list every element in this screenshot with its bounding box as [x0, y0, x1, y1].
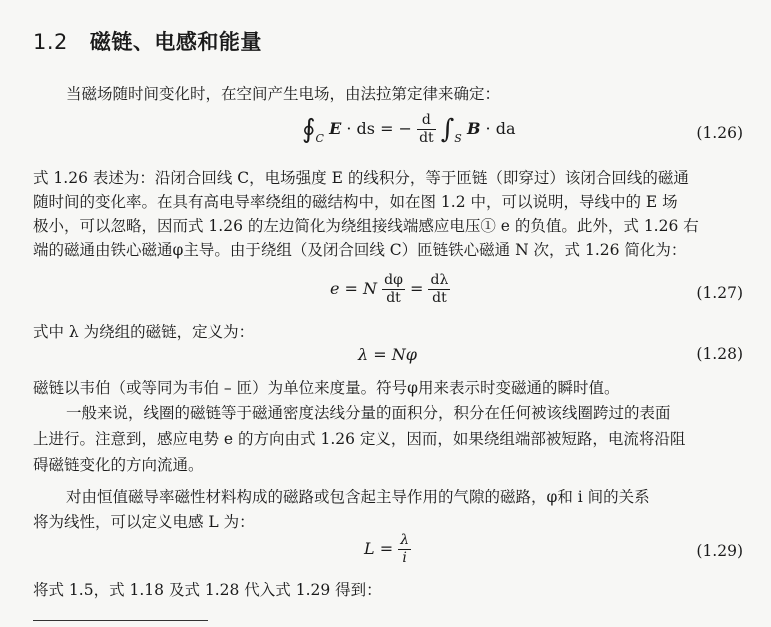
field-b: B	[466, 119, 481, 138]
equation-number-1-29: (1.29)	[696, 542, 743, 560]
fraction-numerator: λ	[400, 532, 410, 548]
paragraph-6-line-2: 将为线性，可以定义电感 L 为：	[33, 513, 255, 531]
eq126-lhs-rest: · ds = −	[341, 119, 412, 138]
equation-1-29	[364, 532, 411, 567]
fraction-denominator: dt	[382, 289, 405, 307]
section-title: 磁链、电感和能量	[89, 30, 262, 54]
fraction-denominator: i	[398, 549, 411, 567]
fraction-numerator: dφ	[384, 272, 403, 288]
contour-integral-symbol: ∮	[302, 114, 316, 145]
fraction-denominator: dt	[428, 289, 450, 307]
paragraph-2-line-3: 极小，可以忽略，因而式 1.26 的左边简化为绕组接线端感应电压① e 的负值。此外，式 1.26 右	[33, 217, 699, 235]
paragraph-5-line-2: 上进行。注意到，感应电势 e 的方向由式 1.26 定义，因而，如果绕组端部被短路，电流将沿阻	[33, 430, 686, 448]
fraction-numerator: d	[421, 112, 431, 128]
paragraph-5-line-1: 一般来说，线圈的磁链等于磁通密度法线分量的面积分，积分在任何被该线圈跨过的表面	[66, 404, 671, 422]
paragraph-2-line-4: 端的磁通由铁心磁通φ主导。由于绕组（及闭合回线 C）匝链铁心磁通 N 次，式 1.26 简化为：	[33, 241, 687, 259]
paragraph-intro: 当磁场随时间变化时，在空间产生电场，由法拉第定律来确定：	[66, 85, 501, 103]
paragraph-5-line-3: 碍磁链变化的方向流通。	[33, 456, 204, 474]
linkage-derivative-fraction	[428, 272, 450, 307]
fraction-numerator: dλ	[430, 272, 449, 288]
section-number: 1.2	[33, 30, 68, 54]
paragraph-2-line-2: 随时间的变化率。在具有高电导率绕组的磁结构中，如在图 1.2 中，可以说明，导线中的 E 场	[33, 193, 678, 211]
equation-1-26	[302, 112, 516, 147]
fraction-denominator: dt	[419, 130, 434, 146]
footnote-divider	[33, 620, 208, 621]
contour-subscript: C	[315, 132, 324, 145]
surface-subscript: S	[454, 132, 462, 145]
equation-number-1-27: (1.27)	[696, 284, 743, 302]
paragraph-substitute: 将式 1.5，式 1.18 及式 1.28 代入式 1.29 得到：	[33, 581, 382, 599]
eq126-rhs-rest: · da	[480, 119, 516, 138]
eq127-lhs: e = N	[330, 279, 378, 298]
inductance-fraction	[398, 532, 411, 567]
section-heading	[33, 26, 262, 56]
equation-number-1-28: (1.28)	[696, 345, 743, 363]
equation-1-28: λ = Nφ	[358, 345, 417, 364]
paragraph-lambda-def: 式中 λ 为绕组的磁链，定义为：	[33, 323, 255, 341]
equation-1-27	[330, 272, 450, 307]
eq127-equals: =	[404, 279, 429, 298]
flux-derivative-fraction	[382, 272, 405, 307]
paragraph-units: 磁链以韦伯（或等同为韦伯 – 匝）为单位来度量。符号φ用来表示时变磁通的瞬时值。	[33, 379, 620, 397]
paragraph-6-line-1: 对由恒值磁导率磁性材料构成的磁路或包含起主导作用的气隙的磁路，φ和 i 间的关系	[66, 488, 650, 506]
derivative-fraction	[417, 112, 436, 147]
eq129-lhs: L =	[364, 539, 399, 558]
surface-integral-symbol: ∫	[440, 114, 455, 145]
paragraph-2-line-1: 式 1.26 表述为：沿闭合回线 C，电场强度 E 的线积分，等于匝链（即穿过）该闭合回线的磁通	[33, 169, 689, 187]
field-e: E	[329, 119, 342, 138]
equation-number-1-26: (1.26)	[696, 124, 743, 142]
